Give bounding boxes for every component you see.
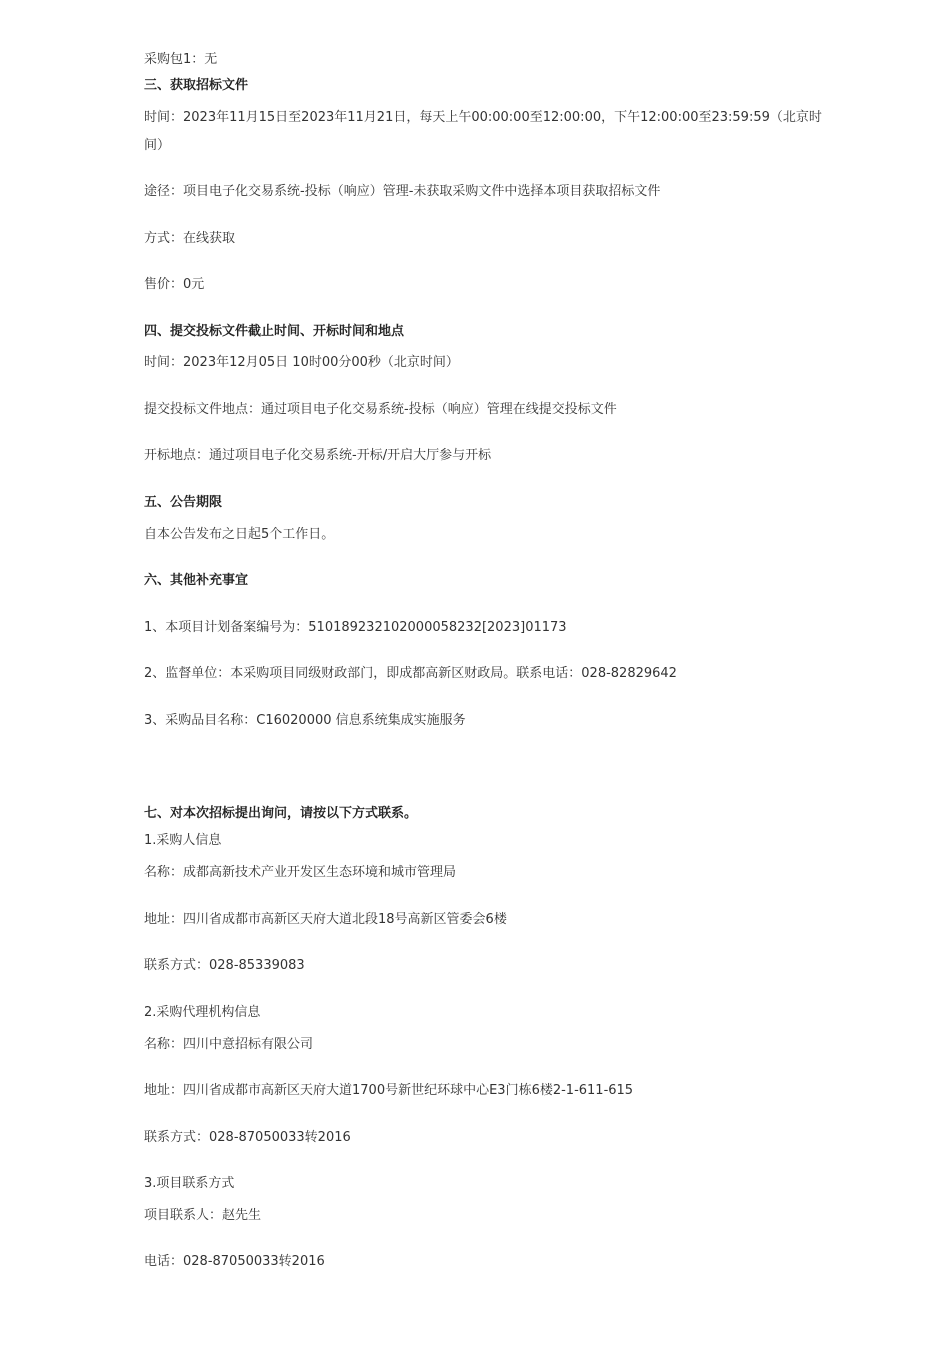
record-number-text: 1、本项目计划备案编号为：510189232102000058232[2023]01173 xyxy=(144,620,567,635)
deadline-time-text: 时间：2023年12月05日 10时00分00秒（北京时间） xyxy=(144,355,459,370)
purchase-package-text: 采购包1：无 xyxy=(144,52,218,67)
project-contact-person-text: 项目联系人：赵先生 xyxy=(144,1208,262,1223)
project-contact-heading: 3.项目联系方式 xyxy=(144,1176,235,1191)
submit-location-text: 提交投标文件地点：通过项目电子化交易系统-投标（响应）管理在线提交投标文件 xyxy=(144,402,617,417)
notice-period-text: 自本公告发布之日起5个工作日。 xyxy=(144,527,335,542)
acquire-method-path-text: 途径：项目电子化交易系统-投标（响应）管理-未获取采购文件中选择本项目获取招标文件 xyxy=(144,184,661,199)
project-phone-text: 电话：028-87050033转2016 xyxy=(144,1254,325,1269)
agency-address-text: 地址：四川省成都市高新区天府大道1700号新世纪环球中心E3门栋6楼2-1-611-615 xyxy=(144,1083,634,1098)
purchaser-contact-text: 联系方式：028-85339083 xyxy=(144,958,305,973)
purchaser-address-text: 地址：四川省成都市高新区天府大道北段18号高新区管委会6楼 xyxy=(144,912,507,927)
supervisor-text: 2、监督单位：本采购项目同级财政部门，即成都高新区财政局。联系电话：028-82829642 xyxy=(144,666,677,681)
section-6-heading: 六、其他补充事宜 xyxy=(144,573,249,588)
acquire-mode-text: 方式：在线获取 xyxy=(144,231,236,246)
opening-location-text: 开标地点：通过项目电子化交易系统-开标/开启大厅参与开标 xyxy=(144,448,492,463)
acquire-time-text: 时间：2023年11月15日至2023年11月21日，每天上午00:00:00至12:00:00，下午12:00:00至23:59:59（北京时间） xyxy=(144,110,822,153)
agency-info-heading: 2.采购代理机构信息 xyxy=(144,1005,261,1020)
section-7-heading: 七、对本次招标提出询问，请按以下方式联系。 xyxy=(144,806,418,821)
section-4-heading: 四、提交投标文件截止时间、开标时间和地点 xyxy=(144,324,405,339)
section-5-heading: 五、公告期限 xyxy=(144,495,223,510)
price-text: 售价：0元 xyxy=(144,277,205,292)
agency-name-text: 名称：四川中意招标有限公司 xyxy=(144,1037,314,1052)
category-text: 3、采购品目名称：C16020000 信息系统集成实施服务 xyxy=(144,713,466,728)
purchaser-info-heading: 1.采购人信息 xyxy=(144,833,222,848)
purchaser-name-text: 名称：成都高新技术产业开发区生态环境和城市管理局 xyxy=(144,865,457,880)
section-3-heading: 三、获取招标文件 xyxy=(144,78,249,93)
agency-contact-text: 联系方式：028-87050033转2016 xyxy=(144,1130,351,1145)
